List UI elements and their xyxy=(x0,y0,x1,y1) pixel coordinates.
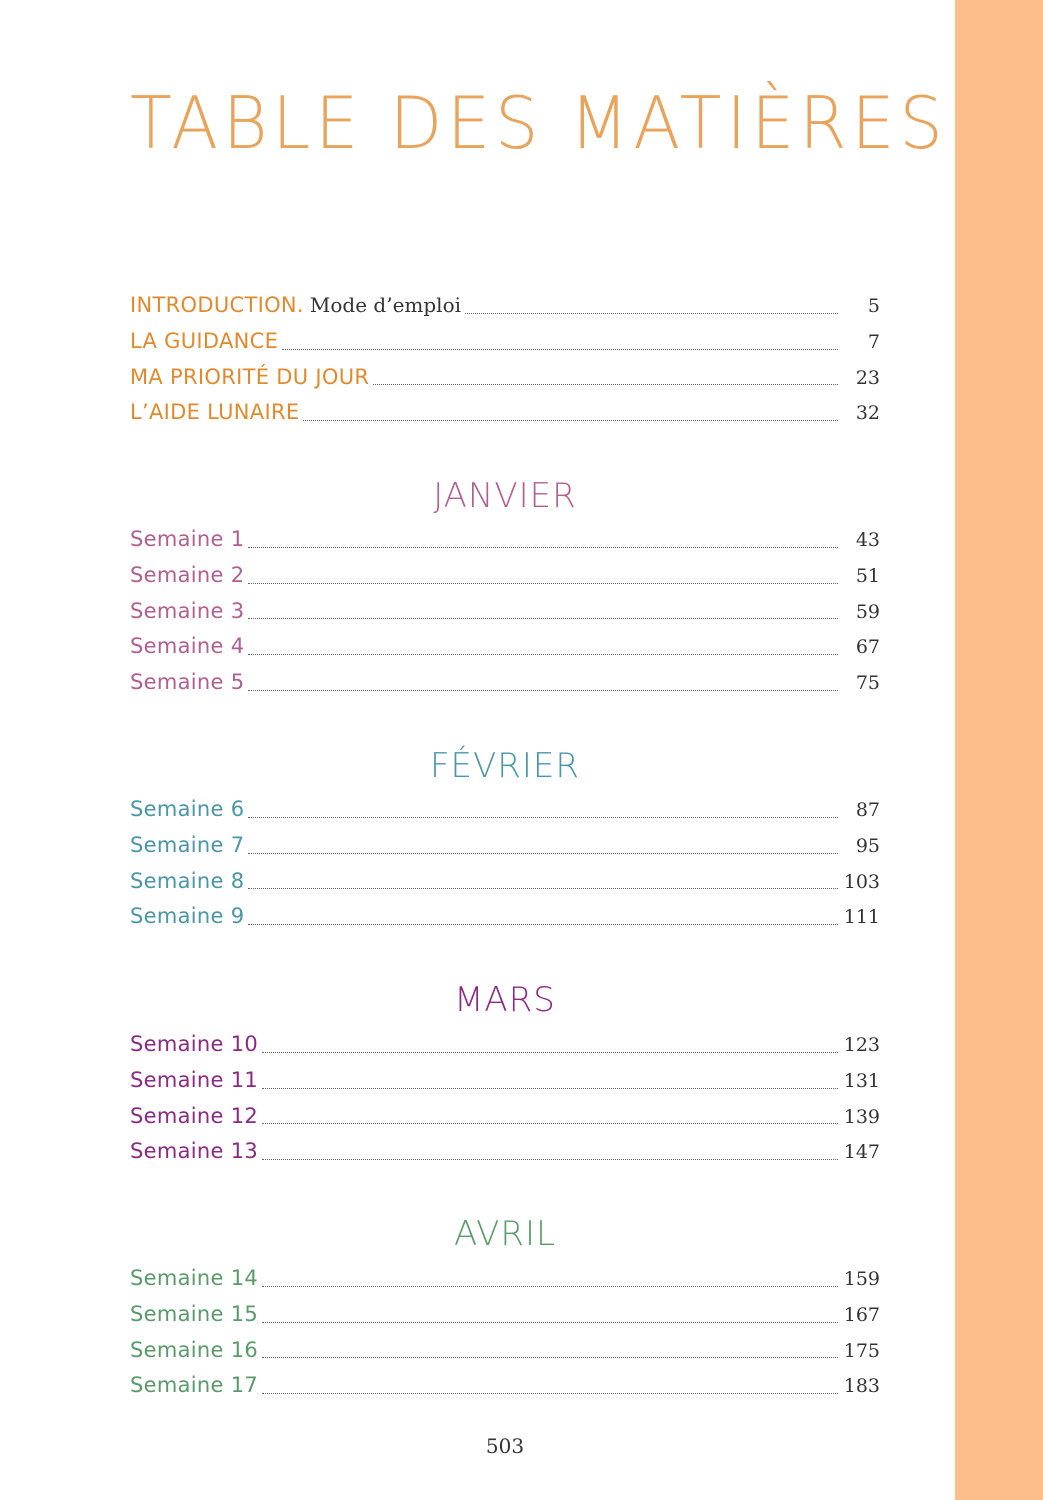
toc-entry-label: LA GUIDANCE xyxy=(130,328,279,353)
toc-page-number: 111 xyxy=(843,906,880,929)
month-heading-avril: AVRIL xyxy=(454,1214,556,1254)
toc-entry-label: Semaine 3 xyxy=(130,598,245,623)
dot-leader xyxy=(248,924,838,925)
toc-entry-label: Semaine 17 xyxy=(130,1373,259,1398)
toc-page-number: 5 xyxy=(867,295,880,317)
toc-entry-label: Semaine 15 xyxy=(130,1301,259,1326)
toc-entry-label: Semaine 2 xyxy=(130,562,245,587)
toc-entry-semaine-6[interactable] xyxy=(130,792,880,828)
toc-page-number: 95 xyxy=(855,834,880,857)
side-color-band xyxy=(955,0,1043,1500)
dot-leader xyxy=(248,888,838,889)
dot-leader xyxy=(248,583,838,584)
toc-entry-sublabel: Mode d’emploi xyxy=(309,293,462,317)
toc-entry-label: Semaine 10 xyxy=(130,1032,259,1056)
toc-entry-semaine-8[interactable] xyxy=(130,864,880,900)
toc-section-fevrier xyxy=(130,792,880,935)
toc-page-number: 147 xyxy=(843,1141,880,1164)
toc-page-number: 175 xyxy=(843,1339,880,1362)
toc-entry-label: Semaine 4 xyxy=(130,634,245,659)
toc-page-number: 159 xyxy=(843,1268,880,1290)
toc-entry-label: Semaine 12 xyxy=(130,1103,259,1128)
toc-entry-aide-lunaire[interactable] xyxy=(130,395,880,431)
toc-page-number: 59 xyxy=(855,600,880,623)
toc-page-number: 32 xyxy=(855,402,880,425)
toc-page-number: 51 xyxy=(855,564,880,587)
page-title: TABLE DES MATIÈRES xyxy=(130,81,948,165)
toc-entry-semaine-11[interactable] xyxy=(130,1063,880,1099)
month-heading-janvier: JANVIER xyxy=(433,476,577,516)
toc-page-number: 183 xyxy=(843,1375,880,1398)
dot-leader xyxy=(262,1159,838,1160)
toc-entry-semaine-1[interactable] xyxy=(130,522,880,558)
dot-leader xyxy=(262,1052,838,1053)
dot-leader xyxy=(262,1286,838,1287)
dot-leader xyxy=(262,1322,838,1323)
toc-section-avril xyxy=(130,1261,880,1404)
dot-leader xyxy=(262,1123,838,1124)
dot-leader xyxy=(248,547,838,548)
toc-entry-label: Semaine 1 xyxy=(130,527,245,551)
toc-page-number: 131 xyxy=(843,1069,880,1092)
toc-section-mars xyxy=(130,1027,880,1170)
dot-leader xyxy=(262,1393,838,1394)
toc-page-number: 23 xyxy=(855,366,880,389)
toc-entry-label: Semaine 16 xyxy=(130,1337,259,1362)
toc-entry-semaine-7[interactable] xyxy=(130,828,880,864)
toc-entry-label: Semaine 7 xyxy=(130,832,245,857)
toc-page-number: 67 xyxy=(855,636,880,659)
toc-intro xyxy=(130,288,880,431)
dot-leader xyxy=(262,1088,838,1089)
toc-entry-label: INTRODUCTION. xyxy=(130,293,304,317)
toc-entry-semaine-10[interactable] xyxy=(130,1027,880,1063)
toc-entry-semaine-12[interactable] xyxy=(130,1099,880,1135)
dot-leader xyxy=(465,313,838,314)
toc-entry-introduction[interactable] xyxy=(130,288,880,324)
toc-entry-label: Semaine 14 xyxy=(130,1266,259,1290)
toc-entry-semaine-4[interactable] xyxy=(130,629,880,665)
month-heading-fevrier: FÉVRIER xyxy=(429,746,581,786)
toc-entry-semaine-2[interactable] xyxy=(130,558,880,594)
dot-leader xyxy=(262,1357,838,1358)
toc-entry-semaine-15[interactable] xyxy=(130,1297,880,1333)
toc-entry-guidance[interactable] xyxy=(130,324,880,360)
toc-entry-label: MA PRIORITÉ DU JOUR xyxy=(130,364,370,389)
toc-page-number: 123 xyxy=(843,1034,880,1056)
toc-entry-label: L’AIDE LUNAIRE xyxy=(130,400,300,425)
toc-entry-label: Semaine 5 xyxy=(130,670,245,695)
toc-entry-label: Semaine 6 xyxy=(130,797,245,821)
toc-entry-semaine-17[interactable] xyxy=(130,1368,880,1404)
toc-entry-semaine-16[interactable] xyxy=(130,1333,880,1369)
toc-entry-label: Semaine 11 xyxy=(130,1067,259,1092)
dot-leader xyxy=(248,853,838,854)
toc-entry-label: Semaine 13 xyxy=(130,1139,259,1164)
toc-entry-semaine-5[interactable] xyxy=(130,665,880,701)
toc-entry-semaine-13[interactable] xyxy=(130,1134,880,1170)
dot-leader xyxy=(248,690,838,691)
toc-entry-priorite[interactable] xyxy=(130,360,880,396)
dot-leader xyxy=(282,349,838,350)
dot-leader xyxy=(248,618,838,619)
toc-entry-semaine-3[interactable] xyxy=(130,594,880,630)
dot-leader xyxy=(248,654,838,655)
toc-entry-semaine-9[interactable] xyxy=(130,899,880,935)
toc-section-janvier xyxy=(130,522,880,701)
toc-entry-label: Semaine 8 xyxy=(130,868,245,893)
page-number-footer: 503 xyxy=(485,1434,525,1458)
toc-page-number: 87 xyxy=(855,799,880,821)
toc-page-number: 43 xyxy=(855,529,880,551)
dot-leader xyxy=(303,420,838,421)
toc-entry-label: Semaine 9 xyxy=(130,904,245,929)
toc-page-number: 167 xyxy=(843,1303,880,1326)
dot-leader xyxy=(248,817,838,818)
month-heading-mars: MARS xyxy=(454,980,556,1020)
toc-page-number: 103 xyxy=(843,870,880,893)
toc-page-number: 7 xyxy=(867,330,880,353)
toc-entry-semaine-14[interactable] xyxy=(130,1261,880,1297)
toc-page-number: 75 xyxy=(855,672,880,695)
toc-page-number: 139 xyxy=(843,1105,880,1128)
dot-leader xyxy=(373,384,838,385)
